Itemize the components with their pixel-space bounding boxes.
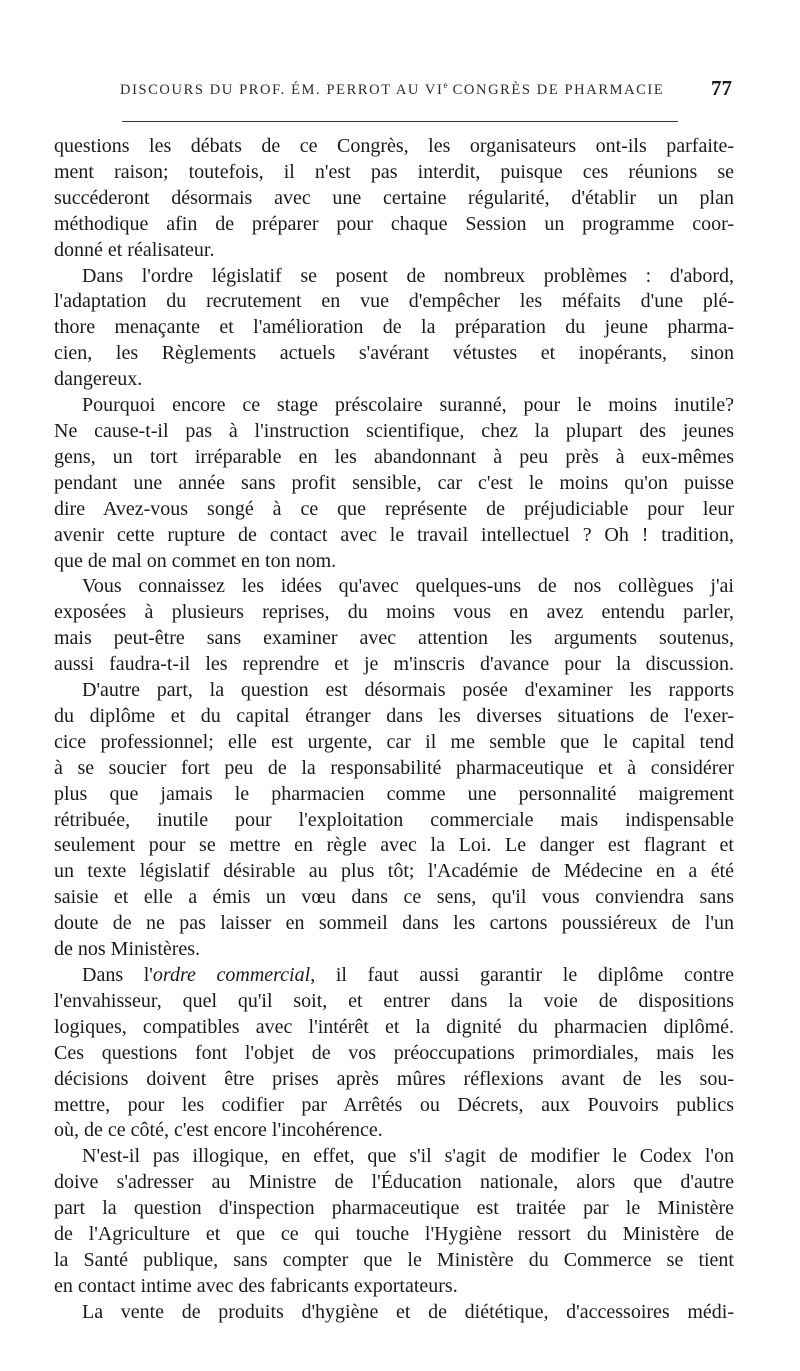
text-line: exposées à plusieurs reprises, du moins vous en avez entendu parler, [54,601,734,624]
text-line: l'adaptation du recrutement en vue d'empêcher les méfaits d'une plé- [54,290,734,313]
text-line: doute de ne pas laisser en sommeil dans les cartons poussiéreux de l'un [54,912,734,935]
text-line: seulement pour se mettre en règle avec la Loi. Le danger est flagrant et [54,834,734,857]
header-divider [122,121,678,122]
text-line: mais peut-être sans examiner avec attention les arguments soutenus, [54,627,734,650]
text-line: avenir cette rupture de contact avec le travail intellectuel ? Oh ! tradition, [54,523,734,546]
text-line: ment raison; toutefois, il n'est pas interdit, puisque ces réunions se [54,160,734,183]
text-line: aussi faudra-t-il les reprendre et je m'inscris d'avance pour la discussion. [54,653,734,676]
text-line: Ne cause-t-il pas à l'instruction scientifique, chez la plupart des jeunes [54,419,734,442]
text-line: gens, un tort irréparable en les abandonnant à peu près à eux-mêmes [54,445,734,468]
text-line: D'autre part, la question est désormais posée d'examiner les rapports [82,679,734,702]
text-line: de l'Agriculture et que ce qui touche l'Hygiène ressort du Ministère de [54,1223,734,1246]
text-line: en contact intime avec des fabricants exportateurs. [54,1274,458,1297]
text-line: questions les débats de ce Congrès, les organisateurs ont-ils parfaite- [54,135,734,157]
text-line: de nos Ministères. [54,938,201,961]
text-line: N'est-il pas illogique, en effet, que s'il s'agit de modifier le Codex l'on [82,1145,734,1168]
italic-phrase: ordre commercial [152,964,311,986]
text-line: Ces questions font l'objet de vos préoccupations primordiales, mais les [54,1041,734,1064]
text-line: plus que jamais le pharmacien comme une personnalité maigrement [54,782,734,805]
text-line: cien, les Règlements actuels s'avérant vétustes et inopérants, sinon [54,342,734,365]
text-line: thore menaçante et l'amélioration de la préparation du jeune pharma- [54,316,734,339]
text-line: part la question d'inspection pharmaceutique est traitée par le Ministère [54,1197,734,1220]
text-line-with-italic: Dans l'ordre commercial, il faut aussi garantir le diplôme contre [82,964,734,986]
text-line: que de mal on commet en ton nom. [54,549,337,572]
text-line: Vous connaissez les idées qu'avec quelques-uns de nos collègues j'ai [82,575,734,598]
text-line: Pourquoi encore ce stage préscolaire suranné, pour le moins inutile? [82,394,734,417]
text-line: du diplôme et du capital étranger dans les diverses situations de l'exer- [54,704,734,727]
text-line: l'envahisseur, quel qu'il soit, et entrer dans la voie de dispositions [54,989,734,1012]
text-line: méthodique afin de préparer pour chaque Session un programme coor- [54,212,734,235]
text-line: logiques, compatibles avec l'intérêt et la dignité du pharmacien diplômé. [54,1015,734,1038]
body-text [54,134,734,1326]
text-line: la Santé publique, sans compter que le Ministère du Commerce se tient [54,1248,734,1271]
text-line: un texte législatif désirable au plus tôt; l'Académie de Médecine en a été [54,860,734,883]
text-line: dire Avez-vous songé à ce que représente de préjudiciable pour leur [54,497,734,520]
running-header [60,76,740,106]
text-line: rétribuée, inutile pour l'exploitation commerciale mais indispensable [54,808,734,831]
text-line: La vente de produits d'hygiène et de diététique, d'accessoires médi- [82,1300,734,1323]
text-line: succéderont désormais avec une certaine régularité, d'établir un plan [54,186,734,209]
page-number: 77 [711,76,732,100]
text-line: à se soucier fort peu de la responsabilité pharmaceutique et à considérer [54,756,734,779]
text-line: où, de ce côté, c'est encore l'incohérence. [54,1119,383,1142]
text-line: Dans l'ordre législatif se posent de nombreux problèmes : d'abord, [82,264,734,287]
running-title: DISCOURS DU PROF. ÉM. PERROT AU VIe CONGRÈS DE PHARMACIE [120,80,665,98]
text-line: mettre, pour les codifier par Arrêtés ou Décrets, aux Pouvoirs publics [54,1093,734,1116]
text-line: pendant une année sans profit sensible, car c'est le moins qu'on puisse [54,471,734,494]
text-line: dangereux. [54,368,143,391]
text-line: doive s'adresser au Ministre de l'Éducation nationale, alors que d'autre [54,1171,734,1194]
text-line: donné et réalisateur. [54,238,215,261]
text-line: décisions doivent être prises après mûres réflexions avant de les sou- [54,1067,734,1090]
text-line: saisie et elle a émis un vœu dans ce sens, qu'il vous conviendra sans [54,886,734,909]
text-line: cice professionnel; elle est urgente, car il me semble que le capital tend [54,730,734,753]
